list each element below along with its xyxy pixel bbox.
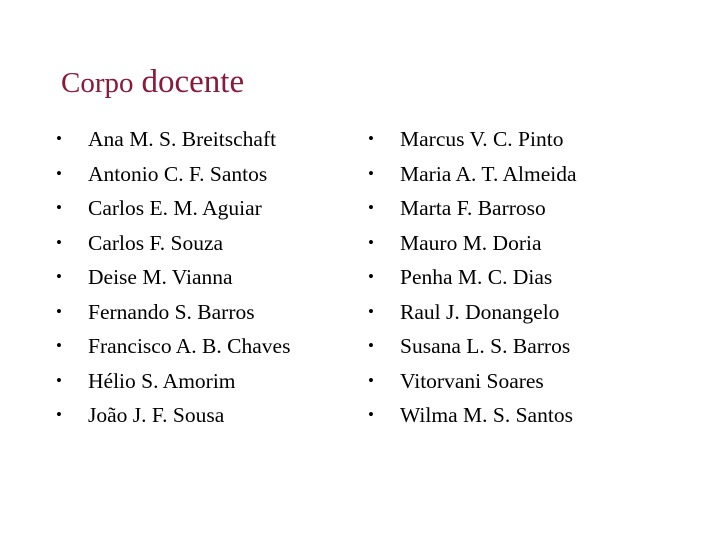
faculty-name: Antonio C. F. Santos: [88, 161, 268, 186]
faculty-name: Marta F. Barroso: [400, 196, 546, 220]
slide-title: [61, 65, 244, 99]
bullet-icon: •: [368, 198, 374, 217]
faculty-name: Marcus V. C. Pinto: [400, 127, 564, 151]
bullet-icon: •: [56, 301, 62, 321]
faculty-name: Deise M. Vianna: [88, 265, 233, 289]
bullet-icon: •: [368, 267, 374, 286]
faculty-name: Vitorvani Soares: [400, 368, 544, 393]
bullet-icon: •: [56, 198, 62, 217]
bullet-icon: •: [368, 129, 374, 148]
faculty-name: Ana M. S. Breitschaft: [88, 127, 277, 151]
bullet-icon: •: [56, 370, 62, 390]
faculty-name: Francisco A. B. Chaves: [88, 334, 291, 358]
faculty-name: Penha M. C. Dias: [400, 265, 553, 289]
bullet-icon: •: [56, 267, 62, 286]
faculty-name: Carlos F. Souza: [88, 230, 224, 255]
faculty-name: Susana L. S. Barros: [400, 334, 571, 358]
faculty-name: Mauro M. Doria: [400, 230, 542, 255]
title-word-corpo: Corpo: [61, 67, 134, 100]
bullet-icon: •: [56, 336, 62, 355]
bullet-icon: •: [56, 405, 62, 424]
bullet-icon: •: [56, 129, 62, 148]
faculty-name: Hélio S. Amorim: [88, 368, 236, 393]
faculty-name: João J. F. Sousa: [88, 403, 225, 427]
bullet-icon: •: [368, 163, 374, 183]
bullet-icon: •: [368, 405, 374, 424]
faculty-name: Maria A. T. Almeida: [400, 161, 577, 186]
bullet-icon: •: [368, 336, 374, 355]
bullet-icon: •: [368, 370, 374, 390]
faculty-name: Raul J. Donangelo: [400, 299, 560, 324]
bullet-icon: •: [368, 232, 374, 252]
title-word-docente: docente: [141, 64, 245, 101]
bullet-icon: •: [56, 232, 62, 252]
bullet-icon: •: [56, 163, 62, 183]
faculty-name: Fernando S. Barros: [88, 299, 255, 324]
bullet-icon: •: [368, 301, 374, 321]
faculty-name: Wilma M. S. Santos: [400, 403, 573, 427]
faculty-name: Carlos E. M. Aguiar: [88, 196, 262, 220]
